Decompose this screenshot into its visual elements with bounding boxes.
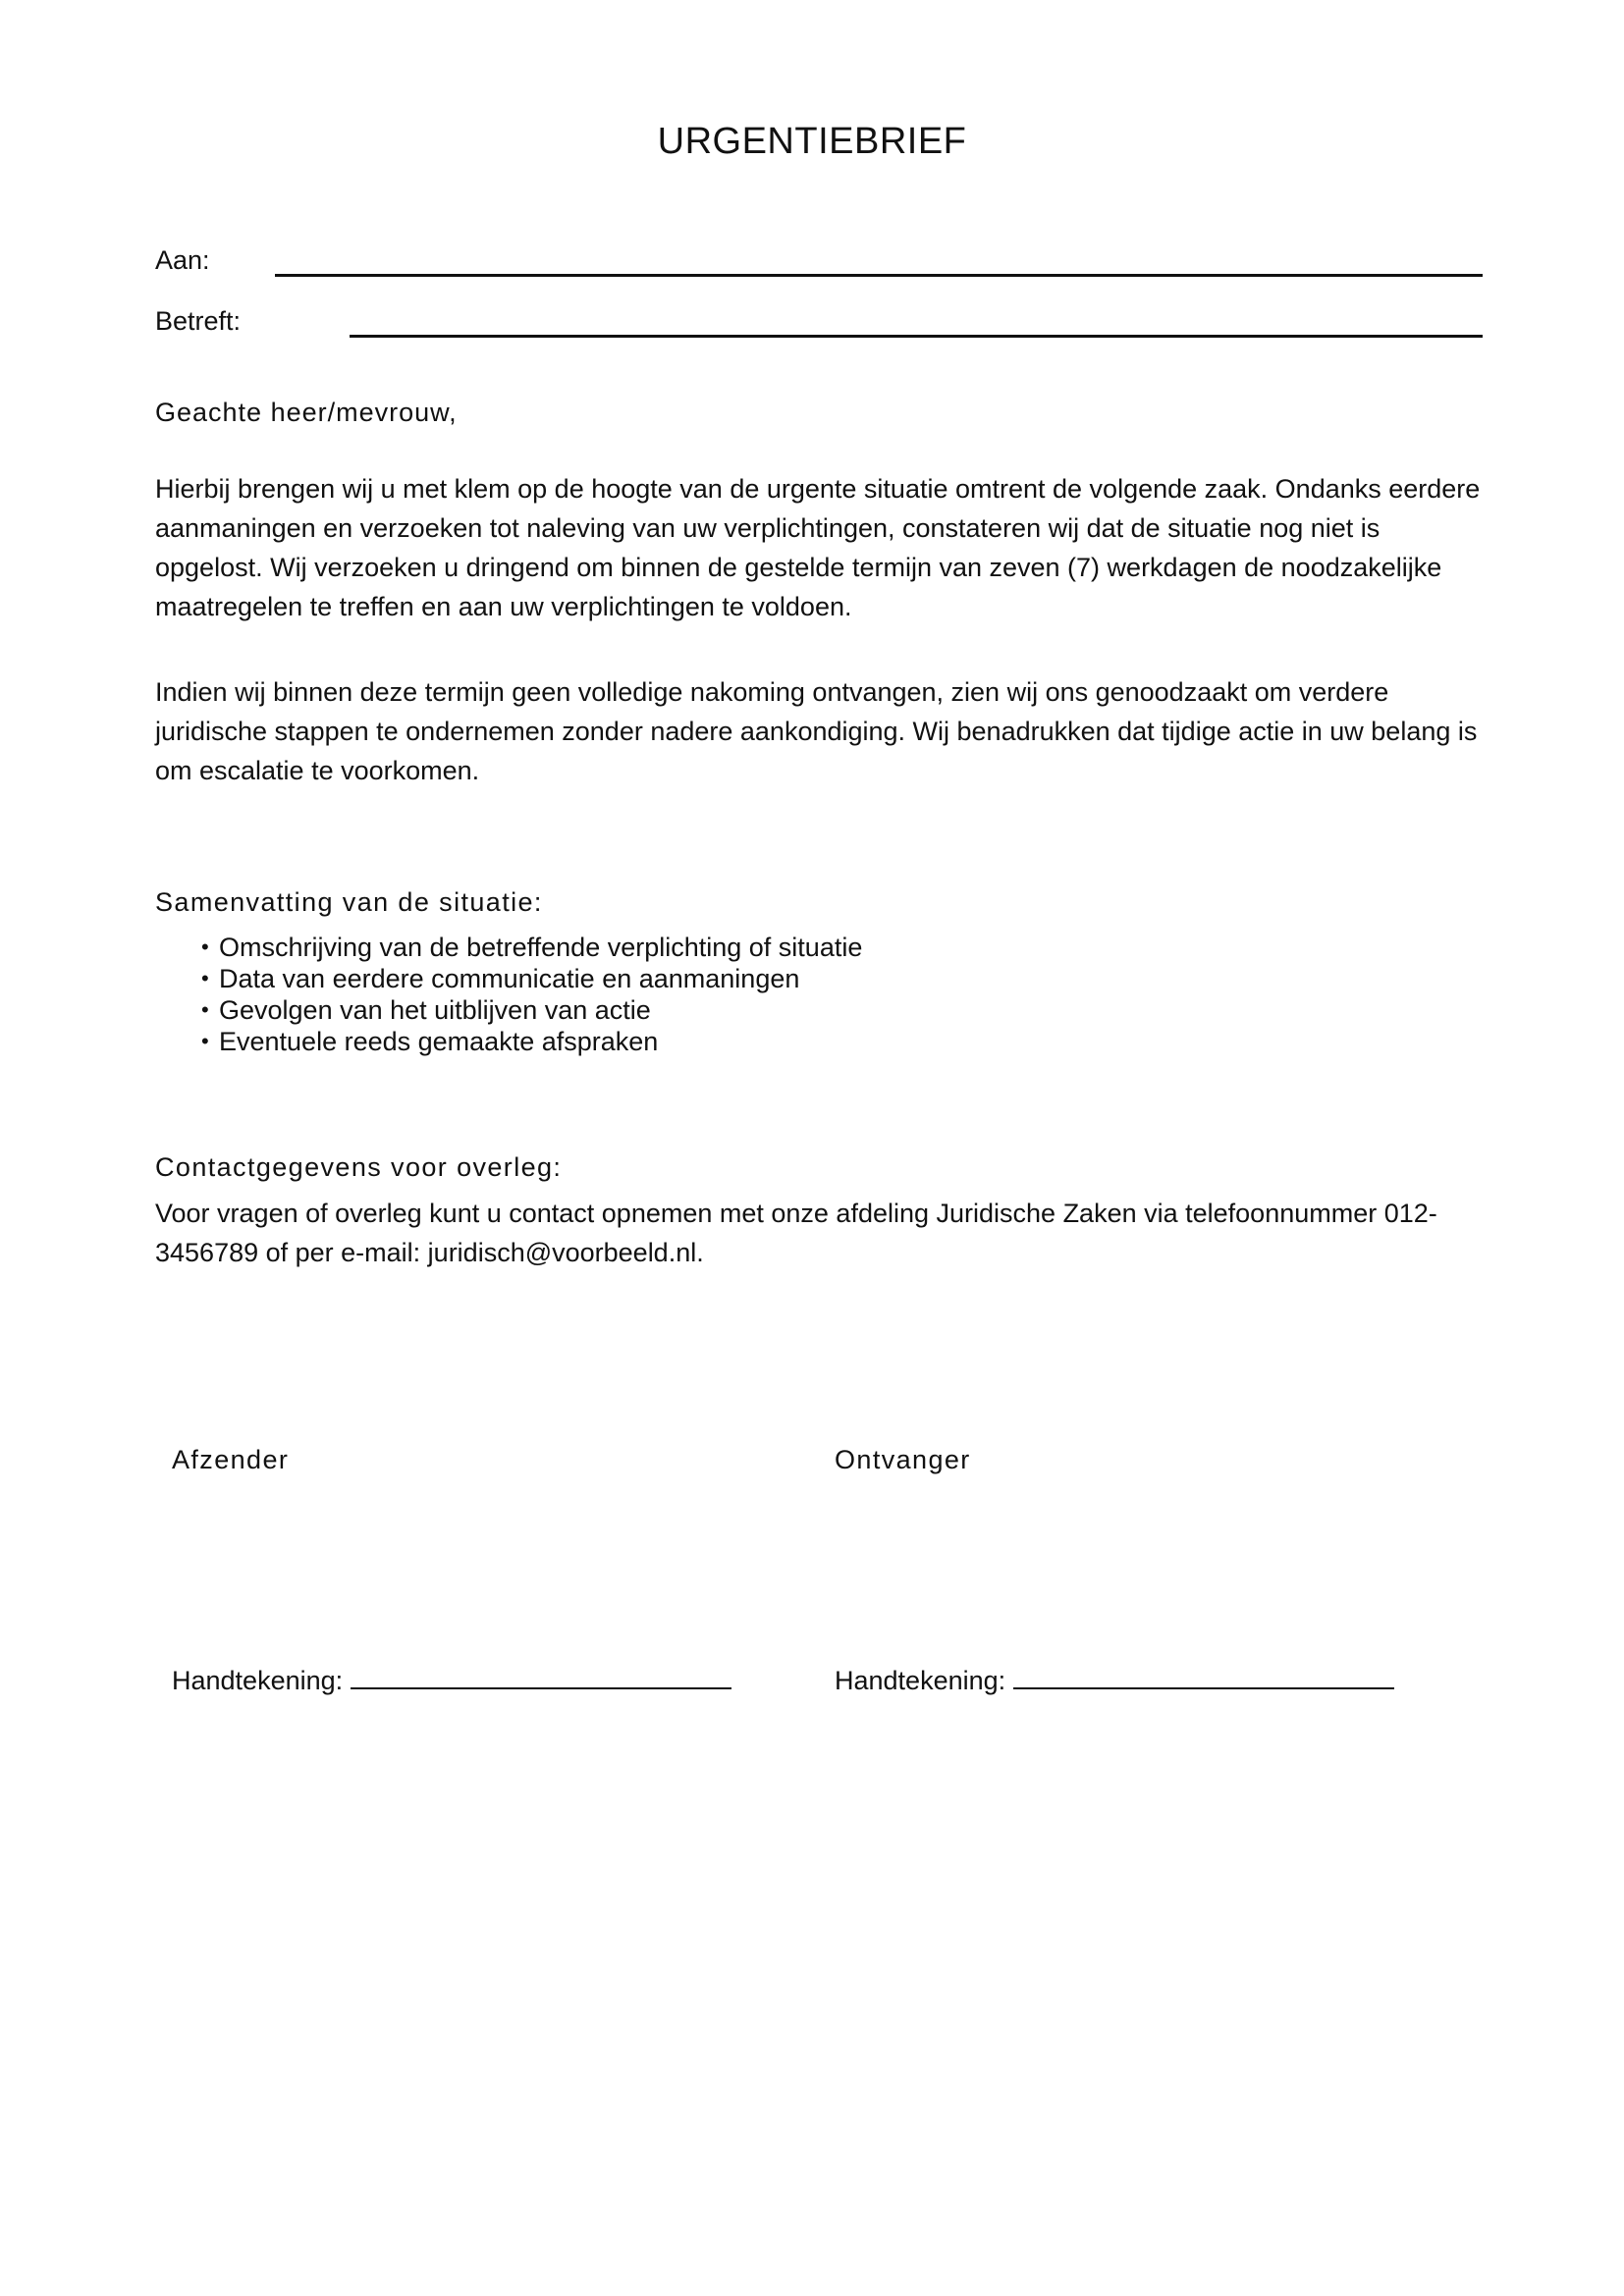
- receiver-label: Ontvanger: [835, 1445, 971, 1474]
- to-label: Aan:: [155, 245, 210, 275]
- to-field-line[interactable]: [275, 274, 1483, 277]
- summary-item-text: Omschrijving van de betreffende verplichting of situatie: [219, 933, 863, 962]
- sender-signature-line[interactable]: [351, 1687, 731, 1689]
- subject-field-row: [155, 289, 1483, 338]
- salutation: Geachte heer/mevrouw,: [155, 398, 458, 427]
- summary-list-item: [201, 932, 862, 963]
- summary-item-text: Eventuele reeds gemaakte afspraken: [219, 1027, 659, 1056]
- body-paragraph-1: Hierbij brengen wij u met klem op de hoogte van de urgente situatie omtrent de volgende zaak. Ondanks eerdere aanmaningen en verzoeken tot naleving van uw verplichtingen, constateren wij dat de situatie nog niet is opgelost. Wij verzoeken u dringend om binnen de gestelde termijn van zeven (7) werkdagen de noodzakelijke maatregelen te treffen en aan uw verplichtingen te voldoen.: [155, 474, 1481, 621]
- subject-field-line[interactable]: [350, 335, 1483, 338]
- summary-item-text: Gevolgen van het uitblijven van actie: [219, 995, 651, 1025]
- summary-item-text: Data van eerdere communicatie en aanmaningen: [219, 964, 800, 993]
- summary-list: [201, 932, 862, 1057]
- receiver-signature-block: [835, 1664, 1394, 1697]
- sender-label: Afzender: [172, 1445, 290, 1474]
- sender-signature-label: Handtekening:: [172, 1666, 344, 1695]
- receiver-signature-line[interactable]: [1013, 1687, 1394, 1689]
- summary-list-item: [201, 994, 862, 1026]
- summary-list-item: [201, 963, 862, 994]
- body-paragraph-2: Indien wij binnen deze termijn geen volledige nakoming ontvangen, zien wij ons genoodzaakt om verdere juridische stappen te ondernemen zonder nadere aankondiging. Wij benadrukken dat tijdige actie in uw belang is om escalatie te voorkomen.: [155, 677, 1478, 785]
- letter-title: URGENTIEBRIEF: [657, 121, 967, 162]
- summary-list-item: [201, 1026, 862, 1057]
- summary-heading: Samenvatting van de situatie:: [155, 887, 543, 917]
- contact-heading: Contactgegevens voor overleg:: [155, 1152, 563, 1182]
- receiver-signature-label: Handtekening:: [835, 1666, 1006, 1695]
- subject-label: Betreft:: [155, 306, 242, 336]
- contact-text: Voor vragen of overleg kunt u contact opnemen met onze afdeling Juridische Zaken via telefoonnummer 012-3456789 of per e-mail: juridisch@voorbeeld.nl.: [155, 1199, 1437, 1267]
- to-field-row: [155, 228, 1483, 277]
- sender-signature-block: [172, 1664, 731, 1697]
